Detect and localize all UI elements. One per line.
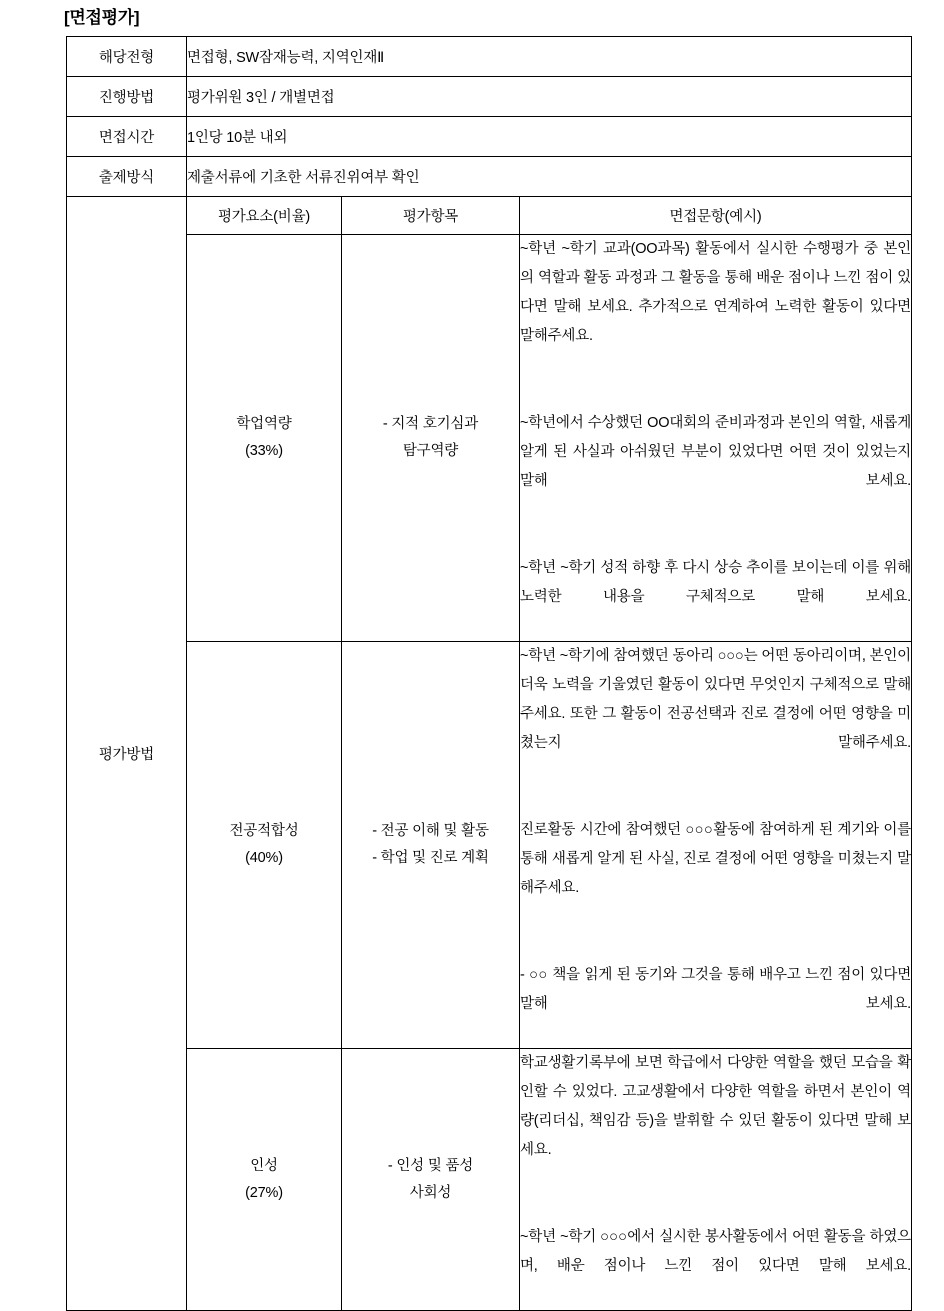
question-paragraph: 학교생활기록부에 보면 학급에서 다양한 역할을 했던 모습을 확인할 수 있었다. 고교생활에서 다양한 역할을 하면서 본인이 역량(리더십, 책임감 등)을 발휘할 수 있던 활동이 있다면 말해 보세요. xyxy=(520,1055,911,1158)
info-value: 1인당 10분 내외 xyxy=(187,117,912,157)
factor-name: 인성 xyxy=(250,1157,278,1174)
info-label: 진행방법 xyxy=(67,77,187,117)
factor-name: 전공적합성 xyxy=(229,823,299,839)
factor-cell xyxy=(187,235,342,642)
item-line: - 학업 및 진로 계획 xyxy=(372,850,489,866)
evaluation-row-major-fit xyxy=(67,642,912,1049)
question-paragraph: ~학년 ~학기 ○○○에서 실시한 봉사활동에서 어떤 활동을 하였으며, 배운 점이나 느낀 점이 있다면 말해 보세요. xyxy=(520,1229,911,1274)
question-cell xyxy=(520,235,912,642)
info-label: 출제방식 xyxy=(67,157,187,197)
info-value: 면접형, SW잠재능력, 지역인재Ⅱ xyxy=(187,37,912,77)
item-line: 탐구역량 xyxy=(402,443,459,459)
info-label: 면접시간 xyxy=(67,117,187,157)
evaluation-row-academic xyxy=(67,235,912,642)
factor-name: 학업역량 xyxy=(236,416,292,432)
question-cell xyxy=(520,642,912,1049)
item-cell xyxy=(342,642,520,1049)
question-paragraph: - ○○ 책을 읽게 된 동기와 그것을 통해 배우고 느낀 점이 있다면 말해 보세요. xyxy=(520,967,911,1012)
evaluation-header-row xyxy=(67,197,912,235)
page-title: [면접평가] xyxy=(64,8,140,27)
column-header-item: 평가항목 xyxy=(342,197,520,235)
table-row xyxy=(67,37,912,77)
factor-ratio: (33%) xyxy=(245,443,283,459)
item-line: - 인성 및 품성 xyxy=(387,1157,474,1174)
item-line: - 지적 호기심과 xyxy=(382,416,479,432)
info-value: 제출서류에 기초한 서류진위여부 확인 xyxy=(187,157,912,197)
column-header-question: 면접문항(예시) xyxy=(520,197,912,235)
evaluation-method-label: 평가방법 xyxy=(67,197,187,1311)
question-paragraph: ~학년 ~학기에 참여했던 동아리 ○○○는 어떤 동아리이며, 본인이 더욱 노력을 기울였던 활동이 있다면 무엇인지 구체적으로 말해주세요. 또한 그 활동이 전공선택과 진로 결정에 어떤 영향을 미쳤는지 말해주세요. xyxy=(520,648,911,751)
evaluation-row-character xyxy=(67,1049,912,1311)
item-line: - 전공 이해 및 활동 xyxy=(372,823,489,839)
factor-cell xyxy=(187,1049,342,1311)
question-paragraph: ~학년 ~학기 교과(OO과목) 활동에서 실시한 수행평가 중 본인의 역할과 활동 과정과 그 활동을 통해 배운 점이나 느낀 점이 있다면 말해 보세요. 추가적으로 연계하여 노력한 활동이 있다면 말해주세요. xyxy=(520,241,911,344)
table-row xyxy=(67,77,912,117)
item-line: 사회성 xyxy=(409,1184,452,1201)
item-cell xyxy=(342,235,520,642)
factor-cell xyxy=(187,642,342,1049)
table-row xyxy=(67,157,912,197)
factor-ratio: (27%) xyxy=(245,1184,283,1201)
info-value: 평가위원 3인 / 개별면접 xyxy=(187,77,912,117)
question-cell xyxy=(520,1049,912,1311)
factor-ratio: (40%) xyxy=(245,850,283,866)
question-paragraph: 진로활동 시간에 참여했던 ○○○활동에 참여하게 된 계기와 이를 통해 새롭게 알게 된 사실, 진로 결정에 어떤 영향을 미쳤는지 말해주세요. xyxy=(520,822,911,896)
interview-evaluation-table xyxy=(66,36,912,1311)
item-cell xyxy=(342,1049,520,1311)
question-paragraph: ~학년에서 수상했던 OO대회의 준비과정과 본인의 역할, 새롭게 알게 된 사실과 아쉬웠던 부분이 있었다면 어떤 것이 있었는지 말해 보세요. xyxy=(520,415,911,489)
table-row xyxy=(67,117,912,157)
column-header-factor: 평가요소(비율) xyxy=(187,197,342,235)
question-paragraph: ~학년 ~학기 성적 하향 후 다시 상승 추이를 보이는데 이를 위해 노력한 내용을 구체적으로 말해 보세요. xyxy=(520,560,911,605)
info-label: 해당전형 xyxy=(67,37,187,77)
